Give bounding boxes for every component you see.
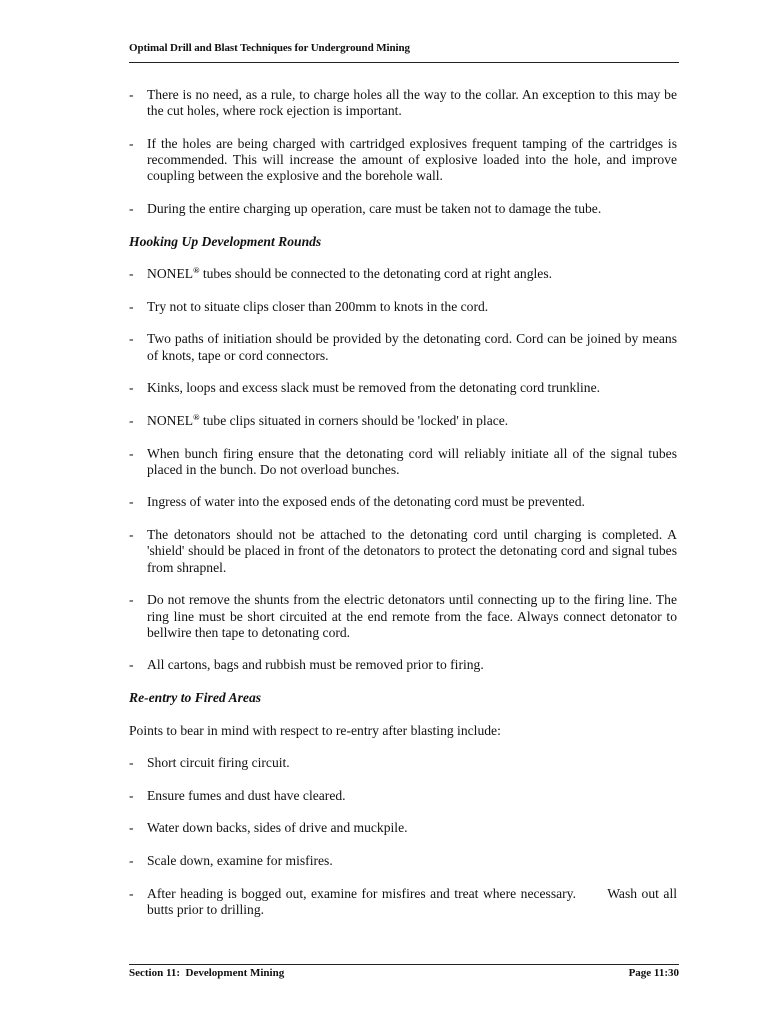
header-rule <box>129 62 679 63</box>
list-item <box>129 413 677 429</box>
bullet-dash: - <box>129 527 134 543</box>
footer-page-number: Page 11:30 <box>628 967 679 979</box>
list-item-text <box>147 413 677 429</box>
list-item <box>129 755 677 771</box>
nonel-word: NONEL <box>147 266 194 282</box>
bullet-dash: - <box>129 201 134 217</box>
list-item-text: All cartons, bags and rubbish must be removed prior to firing. <box>147 657 484 673</box>
bullet-dash: - <box>129 412 134 428</box>
list-item-text: When bunch firing ensure that the detonating cord will reliably initiate all of the signal tubes placed in the bunch. Do not overload bunches. <box>147 445 677 477</box>
list-item-text: Ingress of water into the exposed ends of the detonating cord must be prevented. <box>147 494 585 510</box>
reentry-intro: Points to bear in mind with respect to re-entry after blasting include: <box>129 722 501 738</box>
list-item <box>129 87 677 120</box>
running-header: Optimal Drill and Blast Techniques for Underground Mining <box>129 42 410 54</box>
bullet-dash: - <box>129 657 134 673</box>
list-item <box>129 136 677 185</box>
list-item-text <box>147 266 677 282</box>
list-item <box>129 853 677 869</box>
list-item-text: If the holes are being charged with cartridged explosives frequent tamping of the cartridges is recommended. This will increase the amount of explosive loaded into the hole, and improve coupling between the explosive and the borehole wall. <box>147 135 677 184</box>
list-item-text: During the entire charging up operation, care must be taken not to damage the tube. <box>147 201 602 217</box>
bullet-dash: - <box>129 852 134 868</box>
page-body <box>129 87 681 934</box>
nonel-text: tube clips situated in corners should be 'locked' in place. <box>199 412 509 428</box>
list-item <box>129 299 677 315</box>
bullet-dash: - <box>129 380 134 396</box>
bullet-dash: - <box>129 755 134 771</box>
bullet-dash: - <box>129 266 134 282</box>
bullet-dash: - <box>129 494 134 510</box>
bullet-dash: - <box>129 885 134 901</box>
list-item <box>129 592 677 641</box>
list-item <box>129 657 677 673</box>
bullet-dash: - <box>129 820 134 836</box>
list-item <box>129 527 677 576</box>
list-item <box>129 494 677 510</box>
list-item-text: Short circuit firing circuit. <box>147 755 290 771</box>
list-item-text: There is no need, as a rule, to charge holes all the way to the collar. An exception to this may be the cut holes, where rock ejection is important. <box>147 87 677 119</box>
registered-mark: ® <box>193 265 200 276</box>
list-item <box>129 380 677 396</box>
list-item-text: The detonators should not be attached to the detonating cord until charging is completed. A 'shield' should be placed in front of the detonators to protect the detonating cord and signal tubes from shrapnel. <box>147 527 677 575</box>
nonel-text: tubes should be connected to the detonating cord at right angles. <box>199 266 553 282</box>
footer-rule <box>129 964 679 965</box>
list-item <box>129 885 681 919</box>
bullet-dash: - <box>129 592 134 608</box>
bullet-dash: - <box>129 135 134 151</box>
list-item <box>129 331 677 364</box>
list-item <box>129 446 677 479</box>
list-item-text: Try not to situate clips closer than 200mm to knots in the cord. <box>147 298 489 314</box>
list-item-text: Do not remove the shunts from the electric detonators until connecting up to the firing line. The ring line must be short circuited at the end remote from the face. Always connect detonator to bellwire then tape to detonating cord. <box>147 592 677 640</box>
section-heading-reentry: Re-entry to Fired Areas <box>129 689 262 705</box>
nonel-word: NONEL <box>147 412 194 428</box>
list-item <box>129 201 677 217</box>
list-item-text: Two paths of initiation should be provided by the detonating cord. Cord can be joined by means of knots, tape or cord connectors. <box>147 331 677 363</box>
list-item <box>129 820 677 836</box>
bullet-dash: - <box>129 331 134 347</box>
footer-section: Section 11: Development Mining <box>129 967 285 979</box>
bullet-dash: - <box>129 787 134 803</box>
list-item-text: Ensure fumes and dust have cleared. <box>147 787 346 803</box>
bullet-dash: - <box>129 298 134 314</box>
section-heading-hooking: Hooking Up Development Rounds <box>129 233 322 249</box>
list-item <box>129 266 677 282</box>
list-item-text: Water down backs, sides of drive and muckpile. <box>147 820 408 836</box>
registered-mark: ® <box>193 411 200 422</box>
bullet-dash: - <box>129 87 134 102</box>
list-item <box>129 788 677 804</box>
list-item-text: After heading is bogged out, examine for misfires and treat where necessary. Wash out all butts prior to drilling. <box>147 885 681 917</box>
list-item-text: Kinks, loops and excess slack must be removed from the detonating cord trunkline. <box>147 380 601 396</box>
bullet-dash: - <box>129 445 134 461</box>
list-item-text: Scale down, examine for misfires. <box>147 852 333 868</box>
